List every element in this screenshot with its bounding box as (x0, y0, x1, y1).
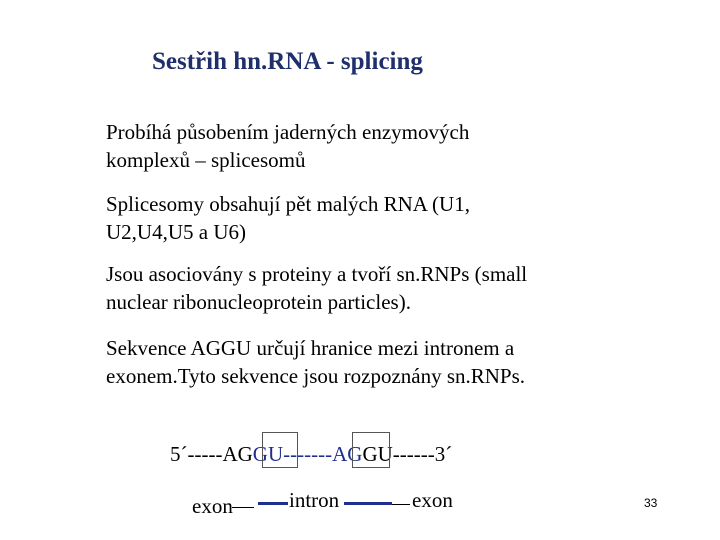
sequence-start: 5´-----AG (170, 442, 253, 466)
donor-site-gu: GU (252, 442, 284, 466)
paragraph-line: komplexů – splicesomů (106, 148, 306, 172)
paragraph-1 (106, 118, 626, 174)
paragraph-line: Sekvence AGGU určují hranice mezi intronem a (106, 336, 515, 360)
paragraph-3 (106, 260, 626, 316)
exon-right-label: exon (412, 488, 453, 512)
sequence-end: GU------3´ (362, 442, 453, 466)
paragraph-4 (106, 334, 626, 390)
exon-left-label: exon (192, 494, 233, 518)
page-number: 33 (644, 496, 658, 510)
paragraph-2 (106, 190, 626, 246)
sequence-diagram (170, 440, 452, 468)
intron-dashes: ------- (283, 442, 333, 466)
acceptor-site-ag: AG (332, 442, 363, 466)
intron-label: intron (289, 488, 340, 512)
acceptor-site-box (352, 432, 390, 468)
exon-left-line (232, 507, 254, 508)
paragraph-line: Jsou asociovány s proteiny a tvoří sn.RNPs (small (106, 262, 528, 286)
intron-right-line (344, 502, 392, 505)
donor-site-box (262, 432, 298, 468)
paragraph-line: Splicesomy obsahují pět malých RNA (U1, (106, 192, 470, 216)
paragraph-line: Probíhá působením jaderných enzymových (106, 120, 470, 144)
slide-title: Sestřih hn.RNA - splicing (152, 48, 423, 75)
paragraph-line: U2,U4,U5 a U6) (106, 220, 246, 244)
exon-right-line (392, 504, 410, 505)
intron-left-line (258, 502, 288, 505)
paragraph-line: nuclear ribonucleoprotein particles). (106, 290, 411, 314)
paragraph-line: exonem.Tyto sekvence jsou rozpoznány sn.RNPs. (106, 364, 526, 388)
